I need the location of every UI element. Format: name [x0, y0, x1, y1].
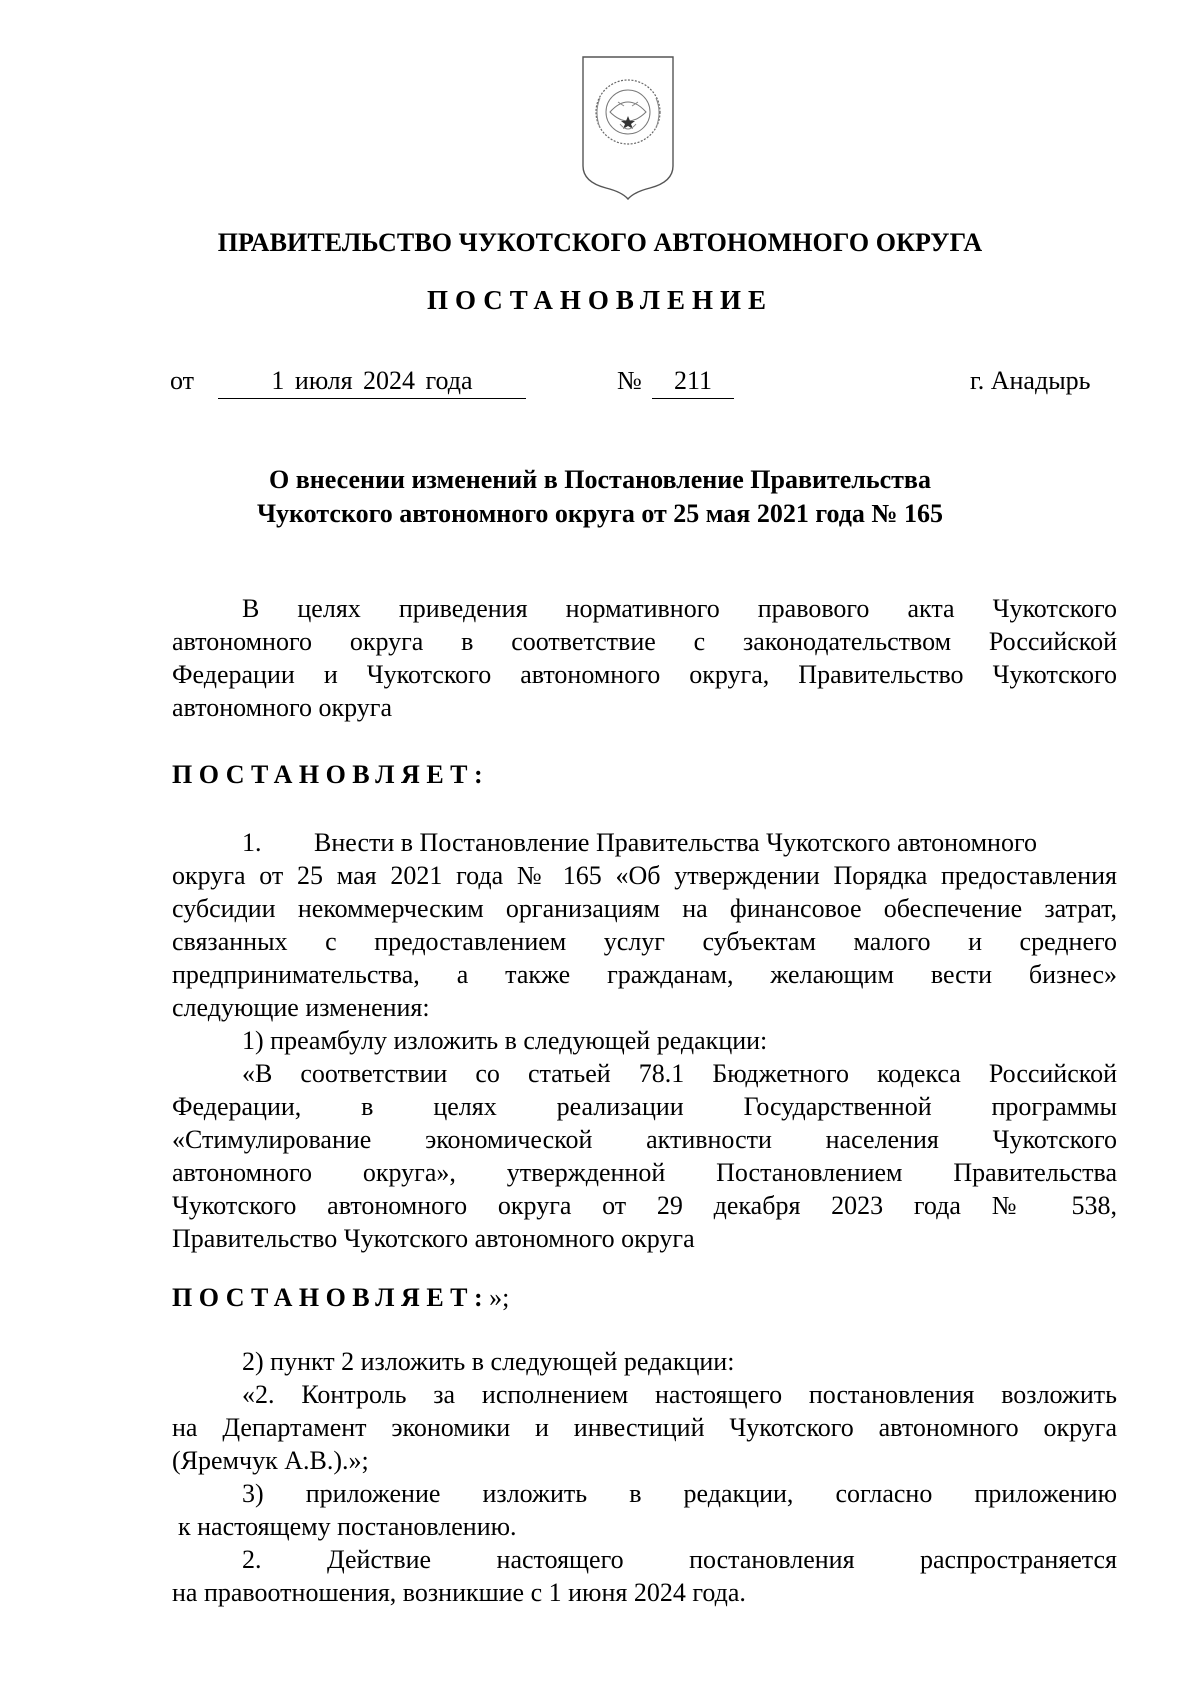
- preamble-line-1: В целях приведения нормативного правового акта Чукотского: [242, 594, 1117, 623]
- sub-2-line-1: «2. Контроль за исполнением настоящего постановления возложить: [242, 1380, 1117, 1409]
- organization-title: ПРАВИТЕЛЬСТВО ЧУКОТСКОГО АВТОНОМНОГО ОКРУГА: [217, 228, 983, 257]
- subject-line-2: Чукотского автономного округа от 25 мая 2021 года № 165: [256, 499, 944, 528]
- item-1-line-6: следующие изменения:: [172, 993, 430, 1022]
- document-number: 211: [652, 366, 734, 399]
- preamble-line-2: автономного округа в соответствие с законодательством Российской: [172, 627, 1117, 656]
- item-1-line-2: округа от 25 мая 2021 года № 165 «Об утверждении Порядка предоставления: [172, 861, 1117, 890]
- date-prefix: от: [170, 366, 195, 395]
- sub-1-line-5: Чукотского автономного округа от 29 декабря 2023 года № 538,: [172, 1191, 1117, 1220]
- document-type: ПОСТАНОВЛЕНИЕ: [426, 285, 774, 315]
- sub-1-line-6: Правительство Чукотского автономного округа: [172, 1224, 695, 1253]
- preamble-line-3: Федерации и Чукотского автономного округа, Правительство Чукотского: [172, 660, 1117, 689]
- sub-1-title: 1) преамбулу изложить в следующей редакции:: [242, 1026, 768, 1055]
- sub-1-line-2: Федерации, в целях реализации Государственной программы: [172, 1092, 1117, 1121]
- sub-2-line-3: (Яремчук А.В.).»;: [172, 1446, 369, 1475]
- sub-1-decree-word: ПОСТАНОВЛЯЕТ:: [172, 1283, 490, 1312]
- sub-1-decree-tail: »;: [489, 1283, 510, 1312]
- sub-1-line-4: автономного округа», утвержденной Постановлением Правительства: [172, 1158, 1117, 1187]
- sub-3-line-1: 3) приложение изложить в редакции, согласно приложению: [242, 1479, 1117, 1508]
- item-2-line-2: на правоотношения, возникшие с 1 июня 2024 года.: [172, 1578, 746, 1607]
- item-2-line-1: 2. Действие настоящего постановления распространяется: [242, 1545, 1117, 1574]
- document-city: г. Анадырь: [970, 366, 1091, 395]
- subject-line-1: О внесении изменений в Постановление Правительства: [269, 465, 931, 494]
- sub-2-title: 2) пункт 2 изложить в следующей редакции:: [242, 1347, 735, 1376]
- document-subject: [0, 463, 1200, 531]
- sub-3-line-2: к настоящему постановлению.: [178, 1512, 517, 1541]
- decree-word: ПОСТАНОВЛЯЕТ:: [172, 760, 490, 789]
- document-date: 1 июля 2024 года: [218, 366, 526, 399]
- item-1-line-4: связанных с предоставлением услуг субъектам малого и среднего: [172, 927, 1117, 956]
- sub-1-line-1: «В соответствии со статьей 78.1 Бюджетного кодекса Российской: [242, 1059, 1117, 1088]
- preamble-line-4: автономного округа: [172, 693, 392, 722]
- item-1-line-1: [172, 826, 1117, 859]
- sub-1-decree: [172, 1283, 509, 1313]
- sub-2-line-2: на Департамент экономики и инвестиций Чукотского автономного округа: [172, 1413, 1117, 1442]
- sub-1-line-3: «Стимулирование экономической активности населения Чукотского: [172, 1125, 1117, 1154]
- item-1-line-5: предпринимательства, а также гражданам, желающим вести бизнес»: [172, 960, 1117, 989]
- chukotka-coat-of-arms-icon: [580, 54, 676, 201]
- item-1-number: 1.: [242, 828, 262, 857]
- number-sign: №: [617, 366, 642, 395]
- item-1-text-1: Внести в Постановление Правительства Чукотского автономного: [314, 828, 1037, 857]
- item-1-line-3: субсидии некоммерческим организациям на финансовое обеспечение затрат,: [172, 894, 1117, 923]
